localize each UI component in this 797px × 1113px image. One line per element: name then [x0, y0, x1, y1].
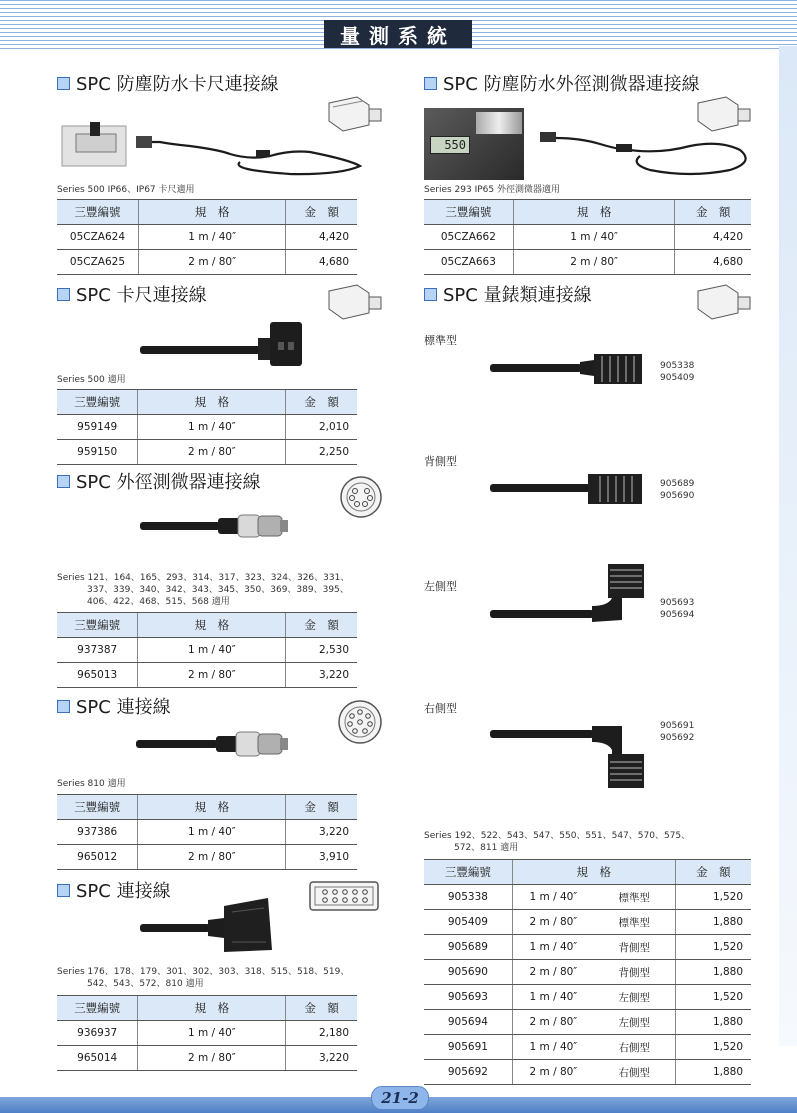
square-bullet-icon	[57, 884, 70, 897]
col-header-code: 三豐編號	[57, 200, 138, 225]
table-row	[57, 845, 357, 870]
cell-code: 905690	[424, 960, 512, 985]
indicator-type-label: 右側型	[424, 702, 457, 715]
cell-spec: 2 m / 80″	[138, 440, 286, 465]
col-header-code: 三豐編號	[424, 860, 512, 885]
col-header-price: 金 額	[675, 200, 751, 225]
cell-code: 905338	[424, 885, 512, 910]
round-6-pin-connector-icon	[338, 474, 384, 520]
col-header-spec: 規 格	[513, 200, 675, 225]
series-note	[57, 572, 349, 608]
cell-type: 左側型	[594, 985, 675, 1010]
section-title-text: SPC 連接線	[76, 881, 171, 902]
cell-code: 05CZA663	[424, 250, 513, 275]
cell-spec: 2 m / 80″	[512, 1010, 594, 1035]
table-row	[424, 250, 751, 275]
table-row	[424, 885, 751, 910]
back-type-cable-photo	[490, 470, 650, 510]
cell-code: 905694	[424, 1010, 512, 1035]
spc-10pin-cable-photo	[140, 892, 280, 962]
cell-spec: 1 m / 40″	[138, 415, 286, 440]
section-title-indicator	[424, 281, 592, 307]
cell-code: 937386	[57, 820, 138, 845]
cell-type: 背側型	[594, 960, 675, 985]
price-table-indicator	[424, 859, 751, 1085]
table-row	[424, 960, 751, 985]
cell-price: 1,880	[675, 1010, 751, 1035]
connector-outline-icon	[325, 283, 385, 323]
series-line: 542、543、572、810 適用	[87, 979, 204, 989]
page-title: 量測系統	[324, 20, 472, 48]
page-number: 21-2	[371, 1086, 429, 1110]
cell-price: 3,910	[286, 845, 357, 870]
cell-code: 965012	[57, 845, 138, 870]
col-header-price: 金 額	[286, 613, 357, 638]
indicator-type-label: 左側型	[424, 580, 457, 593]
table-row	[424, 935, 751, 960]
cell-price: 1,880	[675, 1060, 751, 1085]
cell-type: 右側型	[594, 1035, 675, 1060]
col-header-code: 三豐編號	[57, 795, 138, 820]
indicator-codes	[660, 720, 694, 744]
cell-price: 1,520	[675, 885, 751, 910]
table-row	[57, 663, 357, 688]
cell-spec: 2 m / 80″	[138, 663, 286, 688]
col-header-price: 金 額	[286, 390, 357, 415]
series-line: Series 192、522、543、547、550、551、547、570、575、	[424, 831, 691, 841]
cell-code: 05CZA662	[424, 225, 513, 250]
cell-type: 背側型	[594, 935, 675, 960]
right-type-cable-photo	[490, 718, 650, 790]
section-title-text: SPC 防塵防水卡尺連接線	[76, 74, 279, 95]
section-title-text: SPC 卡尺連接線	[76, 285, 207, 306]
section-title-waterproof-micrometer	[424, 70, 700, 96]
series-line: 337、339、340、342、343、345、350、369、389、395、	[87, 585, 349, 595]
section-title-caliper	[57, 281, 207, 307]
table-row	[57, 1021, 357, 1046]
square-bullet-icon	[57, 77, 70, 90]
cell-code: 965014	[57, 1046, 138, 1071]
cell-price: 1,520	[675, 985, 751, 1010]
cell-code: 959150	[57, 440, 138, 465]
code-text: 905692	[660, 733, 695, 743]
series-line: Series 176、178、179、301、302、303、318、515、518、519、	[57, 967, 350, 977]
table-row	[57, 415, 357, 440]
cell-code: 05CZA625	[57, 250, 138, 275]
table-row	[57, 250, 357, 275]
cell-spec: 2 m / 80″	[138, 1046, 286, 1071]
table-row	[57, 638, 357, 663]
series-note: Series 810 適用	[57, 779, 126, 789]
series-note: Series 293 IP65 外徑測微器適用	[424, 185, 560, 195]
lcd-display: 550	[430, 136, 470, 154]
cell-spec: 1 m / 40″	[512, 1035, 594, 1060]
col-header-code: 三豐編號	[57, 613, 138, 638]
series-note: Series 500 IP66、IP67 卡尺適用	[57, 185, 195, 195]
cell-type: 標準型	[594, 885, 675, 910]
price-table-micrometer	[57, 612, 357, 688]
series-line: Series 121、164、165、293、314、317、323、324、326、331、	[57, 573, 350, 583]
caliper-cable-photo	[140, 318, 310, 370]
cell-price: 1,520	[675, 1035, 751, 1060]
col-header-code: 三豐編號	[57, 996, 138, 1021]
cell-spec: 2 m / 80″	[138, 250, 286, 275]
cell-spec: 2 m / 80″	[512, 960, 594, 985]
code-text: 905689	[660, 479, 695, 489]
col-header-spec: 規 格	[138, 795, 286, 820]
square-bullet-icon	[57, 475, 70, 488]
table-row	[57, 440, 357, 465]
cell-price: 4,420	[286, 225, 357, 250]
section-title-text: SPC 連接線	[76, 697, 171, 718]
indicator-codes	[660, 478, 694, 502]
table-row	[424, 985, 751, 1010]
cell-price: 1,880	[675, 960, 751, 985]
cell-code: 905693	[424, 985, 512, 1010]
cell-spec: 2 m / 80″	[138, 845, 286, 870]
table-row	[424, 225, 751, 250]
micrometer-photo	[424, 108, 524, 180]
table-row	[424, 910, 751, 935]
col-header-price: 金 額	[286, 996, 357, 1021]
col-header-code: 三豐編號	[424, 200, 513, 225]
waterproof-caliper-cable-photo	[60, 120, 380, 180]
cell-code: 959149	[57, 415, 138, 440]
square-bullet-icon	[57, 288, 70, 301]
cell-price: 1,520	[675, 935, 751, 960]
indicator-codes	[660, 360, 694, 384]
table-row	[57, 820, 357, 845]
section-title-waterproof-caliper	[57, 70, 279, 96]
series-note	[57, 966, 349, 990]
cell-price: 4,420	[675, 225, 751, 250]
cell-code: 936937	[57, 1021, 138, 1046]
cell-spec: 1 m / 40″	[138, 1021, 286, 1046]
cell-price: 2,010	[286, 415, 357, 440]
cell-type: 右側型	[594, 1060, 675, 1085]
square-bullet-icon	[424, 288, 437, 301]
cell-code: 905691	[424, 1035, 512, 1060]
micrometer-spindle	[476, 112, 522, 134]
price-table-spc-10pin	[57, 995, 357, 1071]
series-line: 572、811 適用	[454, 843, 519, 853]
section-title-text: SPC 外徑測微器連接線	[76, 472, 261, 493]
right-edge-band	[779, 46, 797, 1046]
left-type-cable-photo	[490, 562, 650, 632]
section-title-text: SPC 量錶類連接線	[443, 285, 592, 306]
cell-spec: 2 m / 80″	[512, 910, 594, 935]
cell-code: 965013	[57, 663, 138, 688]
cell-price: 1,880	[675, 910, 751, 935]
cell-type: 標準型	[594, 910, 675, 935]
col-header-code: 三豐編號	[57, 390, 138, 415]
cell-code: 05CZA624	[57, 225, 138, 250]
code-text: 905694	[660, 610, 695, 620]
code-text: 905338	[660, 361, 695, 371]
cell-type: 左側型	[594, 1010, 675, 1035]
square-bullet-icon	[424, 77, 437, 90]
price-table-spc-810	[57, 794, 357, 870]
cell-spec: 1 m / 40″	[512, 935, 594, 960]
table-row	[424, 1010, 751, 1035]
section-title-spc-810	[57, 693, 171, 719]
col-header-price: 金 額	[286, 795, 357, 820]
cell-code: 905689	[424, 935, 512, 960]
price-table-caliper	[57, 389, 357, 465]
cell-price: 4,680	[675, 250, 751, 275]
cell-spec: 1 m / 40″	[138, 638, 286, 663]
table-row	[424, 1060, 751, 1085]
connector-outline-icon	[694, 283, 754, 323]
cell-code: 905409	[424, 910, 512, 935]
cell-price: 2,250	[286, 440, 357, 465]
series-line: 406、422、468、515、568 適用	[87, 597, 230, 607]
price-table-waterproof-micrometer	[424, 199, 751, 275]
indicator-type-label: 標準型	[424, 334, 457, 347]
code-text: 905693	[660, 598, 695, 608]
cell-code: 937387	[57, 638, 138, 663]
col-header-spec: 規 格	[138, 996, 286, 1021]
cell-spec: 1 m / 40″	[512, 885, 594, 910]
code-text: 905690	[660, 491, 695, 501]
col-header-price: 金 額	[675, 860, 751, 885]
cell-price: 3,220	[286, 1046, 357, 1071]
series-note	[424, 830, 690, 854]
standard-type-cable-photo	[490, 350, 650, 390]
code-text: 905691	[660, 721, 695, 731]
cell-price: 3,220	[286, 820, 357, 845]
indicator-type-label: 背側型	[424, 455, 457, 468]
cell-spec: 2 m / 80″	[512, 1060, 594, 1085]
code-text: 905409	[660, 373, 695, 383]
spc-810-cable-photo	[136, 724, 296, 764]
cell-spec: 1 m / 40″	[138, 820, 286, 845]
table-row	[57, 1046, 357, 1071]
round-10-pin-connector-icon	[336, 698, 384, 746]
col-header-spec: 規 格	[138, 613, 286, 638]
table-row	[424, 1035, 751, 1060]
col-header-price: 金 額	[286, 200, 357, 225]
section-title-micrometer	[57, 468, 261, 494]
cell-spec: 1 m / 40″	[138, 225, 286, 250]
indicator-codes	[660, 597, 694, 621]
cell-spec: 2 m / 80″	[513, 250, 675, 275]
cell-price: 2,530	[286, 638, 357, 663]
waterproof-micrometer-cable-photo	[530, 120, 760, 182]
section-title-text: SPC 防塵防水外徑測微器連接線	[443, 74, 700, 95]
col-header-spec: 規 格	[138, 200, 286, 225]
col-header-spec: 規 格	[512, 860, 675, 885]
cell-code: 905692	[424, 1060, 512, 1085]
series-note: Series 500 適用	[57, 375, 126, 385]
cell-price: 3,220	[286, 663, 357, 688]
rectangular-10-pin-connector-icon	[308, 880, 380, 912]
price-table-waterproof-caliper	[57, 199, 357, 275]
table-row	[57, 225, 357, 250]
cell-price: 4,680	[286, 250, 357, 275]
square-bullet-icon	[57, 700, 70, 713]
micrometer-cable-photo	[140, 506, 300, 546]
cell-spec: 1 m / 40″	[513, 225, 675, 250]
cell-price: 2,180	[286, 1021, 357, 1046]
col-header-spec: 規 格	[138, 390, 286, 415]
cell-spec: 1 m / 40″	[512, 985, 594, 1010]
